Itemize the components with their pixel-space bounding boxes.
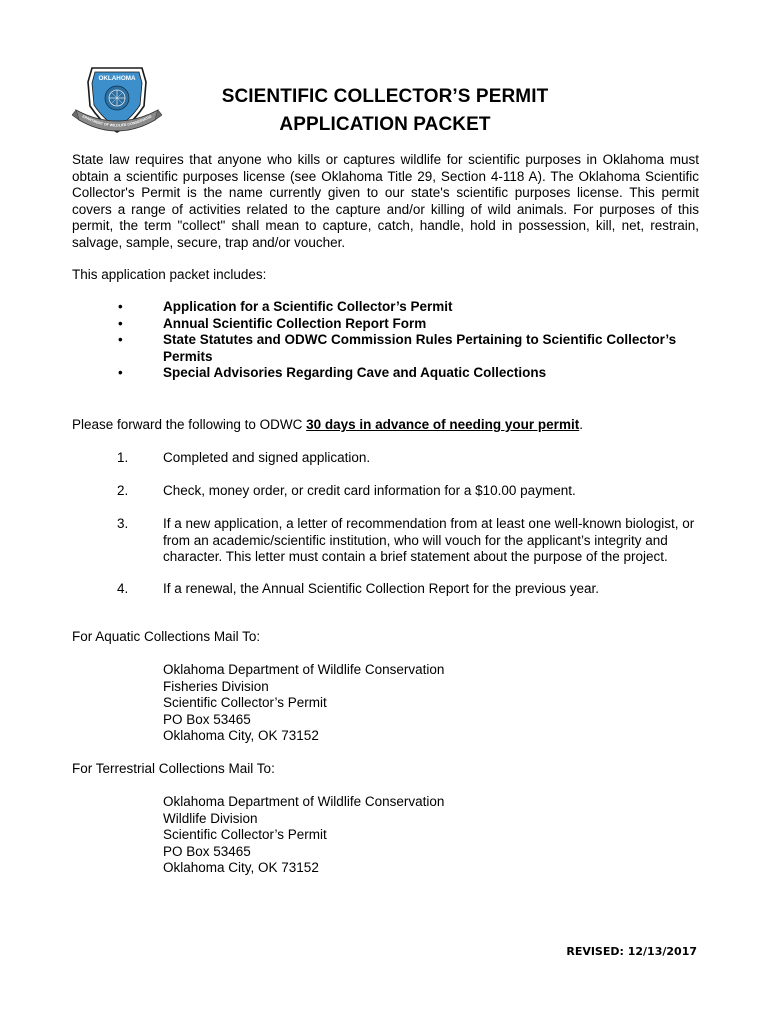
logo-top-text: OKLAHOMA (98, 75, 136, 82)
forward-suffix: . (579, 417, 583, 432)
page-title-line1: SCIENTIFIC COLLECTOR’S PERMIT (221, 86, 549, 107)
list-item (72, 365, 699, 382)
address-line: Oklahoma Department of Wildlife Conservation (163, 794, 445, 809)
address-line: PO Box 53465 (163, 711, 251, 727)
intro-paragraph: State law requires that anyone who kills or captures wildlife for scientific purposes in Oklahoma must obtain a scientific purposes license (see Oklahoma Title 29, Section 4-118 A). The Oklahoma Scientific Collector's Permit is the name currently given to our state's scientific purposes license. This permit covers a range of activities related to the capture and/or killing of wild animals. For purposes of this permit, the term "collect" shall mean to capture, catch, handle, hold in possession, kill, net, restrain, salvage, sample, secure, trap and/or voucher. (72, 152, 699, 250)
step-text: Completed and signed application. (163, 450, 371, 465)
terrestrial-mail-label: For Terrestrial Collections Mail To: (72, 761, 275, 776)
list-item (72, 483, 699, 500)
list-item (72, 581, 699, 598)
forward-prefix: Please forward the following to ODWC (72, 417, 307, 432)
includes-list (72, 299, 699, 382)
bullet-icon: • (118, 332, 123, 347)
address-line: Oklahoma Department of Wildlife Conservation (163, 662, 445, 677)
forward-deadline: 30 days in advance of needing your permit (306, 417, 580, 432)
step-text: If a new application, a letter of recommendation from at least one well-known biologist, or from an academic/scientific institution, who will vouch for the applicant’s integrity and character. This letter must contain a brief statement about the purpose of the project. (163, 516, 695, 564)
step-number: 2. (117, 483, 129, 498)
odwc-logo (72, 62, 162, 138)
address-line: Fisheries Division (163, 678, 269, 694)
aquatic-mail-label: For Aquatic Collections Mail To: (72, 629, 261, 644)
address-line: Oklahoma City, OK 73152 (163, 728, 319, 743)
address-line: Wildlife Division (163, 810, 258, 826)
list-item-text: Annual Scientific Collection Report Form (163, 315, 427, 331)
page-title-line2: APPLICATION PACKET (279, 114, 491, 135)
terrestrial-address (163, 794, 444, 877)
step-number: 1. (117, 450, 129, 465)
includes-label: This application packet includes: (72, 267, 267, 282)
address-line: Scientific Collector’s Permit (163, 695, 327, 710)
list-item (72, 316, 699, 333)
list-item (72, 332, 699, 365)
address-line: Scientific Collector’s Permit (163, 827, 327, 842)
revised-date: REVISED: 12/13/2017 (566, 945, 697, 958)
list-item-text: Special Advisories Regarding Cave and Aquatic Collections (163, 365, 547, 380)
bullet-icon: • (118, 299, 123, 314)
bullet-icon: • (118, 315, 123, 331)
address-line: Oklahoma City, OK 73152 (163, 860, 319, 875)
bullet-icon: • (118, 365, 123, 380)
step-number: 3. (117, 516, 129, 531)
step-text: Check, money order, or credit card information for a $10.00 payment. (163, 483, 576, 498)
forward-instructions (72, 417, 699, 434)
step-text: If a renewal, the Annual Scientific Collection Report for the previous year. (163, 581, 599, 596)
list-item (72, 516, 699, 566)
logo-ribbon-text: EPARTMENT OF WILDLIFE CONSERVATIO (81, 114, 153, 128)
step-number: 4. (117, 581, 129, 596)
list-item (72, 299, 699, 316)
address-line: PO Box 53465 (163, 843, 251, 859)
list-item-text: Application for a Scientific Collector’s Permit (163, 299, 453, 314)
aquatic-address (163, 662, 444, 745)
list-item-text: State Statutes and ODWC Commission Rules Pertaining to Scientific Collector’s Permits (163, 332, 677, 364)
list-item (72, 450, 699, 467)
